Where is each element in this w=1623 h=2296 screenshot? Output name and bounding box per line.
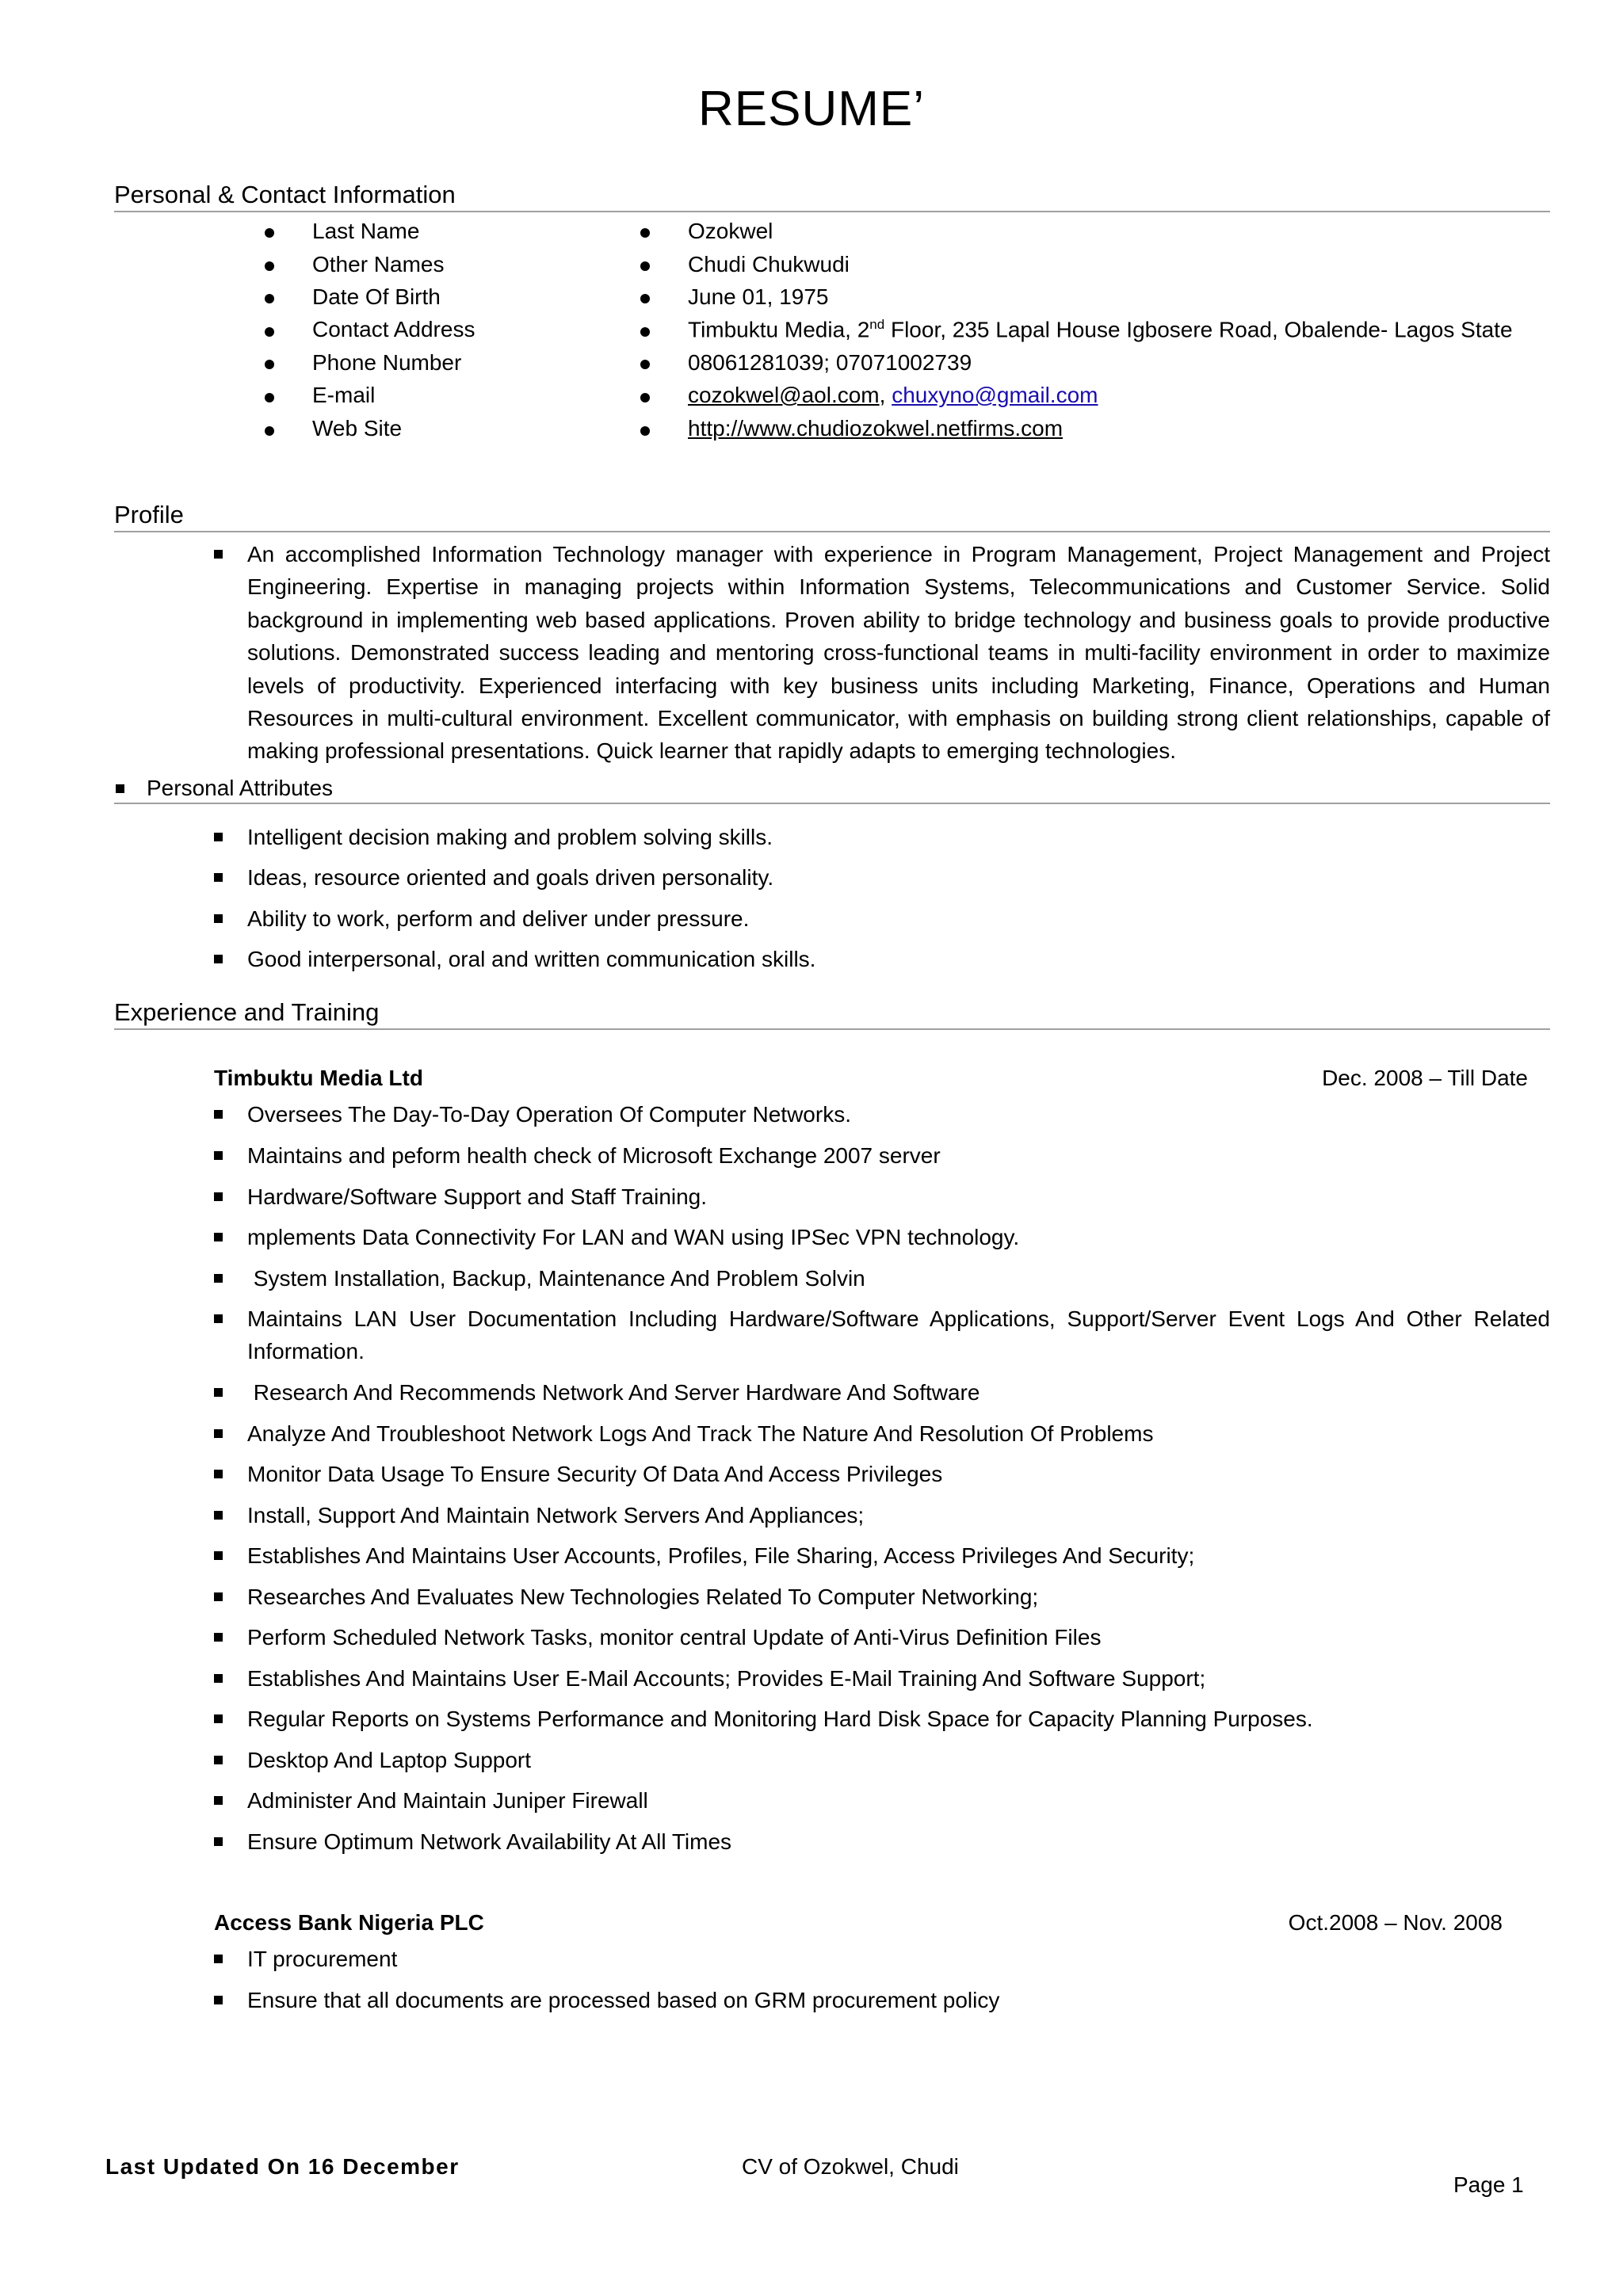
- list-item: [214, 1621, 1550, 1653]
- bullet-icon: [640, 360, 650, 369]
- bullet-icon: [640, 228, 650, 238]
- job-duty: Research And Recommends Network And Server Hardware And Software: [247, 1380, 980, 1405]
- bullet-icon: [214, 873, 223, 882]
- bullet-icon: [214, 1714, 223, 1723]
- email-link-gmail[interactable]: chuxyno@gmail.com: [892, 383, 1098, 407]
- bullet-icon: [214, 1429, 223, 1438]
- list-item: [214, 1662, 1550, 1695]
- job-duty: Analyze And Troubleshoot Network Logs And Track The Nature And Resolution Of Problems: [247, 1421, 1154, 1446]
- job-duty: Oversees The Day-To-Day Operation Of Computer Networks.: [247, 1102, 851, 1127]
- label-address: Contact Address: [312, 317, 475, 341]
- bullet-icon: [214, 1314, 223, 1323]
- bullet-icon: [214, 1837, 223, 1846]
- bullet-icon: [265, 426, 274, 436]
- list-item: [214, 943, 1550, 975]
- bullet-icon: [265, 327, 274, 337]
- list-item: [214, 1221, 1550, 1253]
- bullet-icon: [214, 833, 223, 841]
- label-other-names: Other Names: [312, 252, 445, 277]
- attribute-text: Good interpersonal, oral and written communication skills.: [247, 947, 816, 971]
- bullet-icon: [265, 261, 274, 271]
- list-item: [214, 1302, 1550, 1367]
- bullet-icon: [640, 327, 650, 337]
- list-item: [214, 1784, 1550, 1817]
- section-heading-profile: Profile: [114, 501, 1550, 532]
- bullet-icon: [214, 1796, 223, 1805]
- bullet-icon: [214, 1274, 223, 1283]
- bullet-icon: [214, 1996, 223, 2004]
- email-link-aol[interactable]: cozokwel@aol.com: [688, 383, 880, 407]
- list-item: [214, 1499, 1550, 1531]
- list-item: [214, 1376, 1550, 1409]
- list-item: [214, 1098, 1550, 1131]
- job-duty: Researches And Evaluates New Technologies Related To Computer Networking;: [247, 1585, 1039, 1609]
- section-heading-experience: Experience and Training: [114, 998, 1550, 1030]
- bullet-icon: [265, 294, 274, 303]
- list-item: [214, 1984, 1550, 2016]
- value-last-name: Ozokwel: [688, 219, 773, 243]
- list-item: [214, 1825, 1550, 1858]
- profile-text: An accomplished Information Technology manager with experience in Program Management, Project Management and Project Engineering. Expertise in managing projects within Information Systems, Telecommunications and Customer Service. Solid background in implementing web based applications. Proven ability to bridge technology and business goals to provide productive solutions. Demonstrated success leading and mentoring cross-functional teams in multi-facility environment in order to maximize levels of productivity. Experienced interfacing with key business units including Marketing, Finance, Operations and Human Resources in multi-cultural environment. Excellent communicator, with emphasis on building strong client relationships, capable of making professional presentations. Quick learner that rapidly adapts to emerging technologies.: [247, 542, 1550, 764]
- footer-page-number: Page 1: [1453, 2172, 1524, 2197]
- job-company-access: Access Bank Nigeria PLC: [214, 1910, 484, 1935]
- list-item: [214, 861, 1550, 894]
- job-duty: System Installation, Backup, Maintenance And Problem Solvin: [247, 1266, 865, 1291]
- label-email: E-mail: [312, 383, 376, 407]
- job-duty: Establishes And Maintains User Accounts, Profiles, File Sharing, Access Privileges And Security;: [247, 1543, 1195, 1568]
- attribute-text: Intelligent decision making and problem solving skills.: [247, 825, 773, 849]
- footer-last-updated: Last Updated On 16 December: [105, 2154, 460, 2179]
- bullet-icon: [265, 228, 274, 238]
- bullet-icon: [214, 1233, 223, 1241]
- value-phone: 08061281039; 07071002739: [688, 350, 972, 375]
- job-duty: IT procurement: [247, 1947, 398, 1971]
- bullet-icon: [214, 914, 223, 923]
- label-dob: Date Of Birth: [312, 284, 441, 309]
- bullet-icon: [214, 1674, 223, 1683]
- bullet-icon: [214, 1592, 223, 1601]
- list-item: [214, 1703, 1550, 1735]
- section-heading-personal: Personal & Contact Information: [114, 181, 1550, 212]
- job-dates-access: Oct.2008 – Nov. 2008: [1288, 1910, 1503, 1935]
- list-item: [214, 1943, 1550, 1975]
- bullet-icon: [214, 1955, 223, 1963]
- list-item: [214, 1180, 1550, 1213]
- attributes-heading-text: Personal Attributes: [147, 776, 334, 800]
- job-duty: Maintains LAN User Documentation Including Hardware/Software Applications, Support/Server Event Logs And Other Related Information.: [247, 1306, 1550, 1363]
- value-dob: June 01, 1975: [688, 284, 829, 309]
- bullet-icon: [265, 360, 274, 369]
- job-company-timbuktu: Timbuktu Media Ltd: [214, 1066, 423, 1090]
- section-heading-attributes: [114, 776, 1550, 804]
- job-duty: Administer And Maintain Juniper Firewall: [247, 1788, 648, 1813]
- bullet-icon: [214, 1151, 223, 1160]
- job-duty: Monitor Data Usage To Ensure Security Of Data And Access Privileges: [247, 1462, 943, 1486]
- label-phone: Phone Number: [312, 350, 462, 375]
- value-other-names: Chudi Chukwudi: [688, 252, 850, 277]
- address-part: Timbuktu Media, 2: [688, 317, 870, 342]
- list-item: [214, 1744, 1550, 1776]
- bullet-icon: [214, 1388, 223, 1397]
- label-website: Web Site: [312, 416, 403, 441]
- job-dates-timbuktu: Dec. 2008 – Till Date: [1322, 1066, 1528, 1090]
- list-item: [214, 1139, 1550, 1172]
- bullet-icon: [214, 550, 223, 559]
- bullet-icon: [116, 784, 124, 793]
- list-item: [214, 1262, 1550, 1295]
- job-duty: mplements Data Connectivity For LAN and WAN using IPSec VPN technology.: [247, 1225, 1020, 1249]
- address-superscript: nd: [869, 317, 885, 332]
- job-duty: Desktop And Laptop Support: [247, 1748, 532, 1772]
- value-address: [688, 317, 1513, 342]
- bullet-icon: [640, 393, 650, 402]
- job-duty: Install, Support And Maintain Network Servers And Appliances;: [247, 1503, 865, 1527]
- bullet-icon: [214, 1110, 223, 1119]
- address-part: Floor, 235 Lapal House Igbosere Road, Obalende- Lagos State: [884, 317, 1513, 342]
- job-duty: Hardware/Software Support and Staff Training.: [247, 1184, 708, 1209]
- bullet-icon: [214, 1551, 223, 1560]
- value-email: [688, 383, 1098, 408]
- bullet-icon: [214, 1633, 223, 1642]
- bullet-icon: [640, 261, 650, 271]
- attribute-text: Ability to work, perform and deliver under pressure.: [247, 906, 750, 931]
- list-item: [214, 1539, 1550, 1572]
- bullet-icon: [640, 426, 650, 436]
- bullet-icon: [214, 1470, 223, 1478]
- bullet-icon: [214, 1192, 223, 1201]
- job-duty: Establishes And Maintains User E-Mail Accounts; Provides E-Mail Training And Software Support;: [247, 1666, 1206, 1691]
- bullet-icon: [214, 1511, 223, 1520]
- email-separator: ,: [879, 383, 892, 407]
- bullet-icon: [214, 1756, 223, 1764]
- list-item: [214, 821, 1550, 853]
- list-item: [214, 1581, 1550, 1613]
- job-duty: Ensure that all documents are processed based on GRM procurement policy: [247, 1988, 1000, 2012]
- list-item: [214, 902, 1550, 935]
- footer-cv-name: CV of Ozokwel, Chudi: [742, 2154, 959, 2179]
- list-item: [214, 1458, 1550, 1490]
- website-link[interactable]: http://www.chudiozokwel.netfirms.com: [688, 416, 1064, 441]
- attribute-text: Ideas, resource oriented and goals driven personality.: [247, 865, 774, 890]
- list-item: [214, 1417, 1550, 1450]
- bullet-icon: [265, 393, 274, 402]
- page-title: RESUME’: [697, 82, 926, 136]
- job-duty: Ensure Optimum Network Availability At All Times: [247, 1829, 732, 1854]
- bullet-icon: [214, 955, 223, 963]
- job-duty: Regular Reports on Systems Performance and Monitoring Hard Disk Space for Capacity Planning Purposes.: [247, 1707, 1313, 1731]
- label-last-name: Last Name: [312, 219, 420, 243]
- job-duty: Maintains and peform health check of Microsoft Exchange 2007 server: [247, 1143, 941, 1168]
- job-duty: Perform Scheduled Network Tasks, monitor central Update of Anti-Virus Definition Files: [247, 1625, 1102, 1650]
- bullet-icon: [640, 294, 650, 303]
